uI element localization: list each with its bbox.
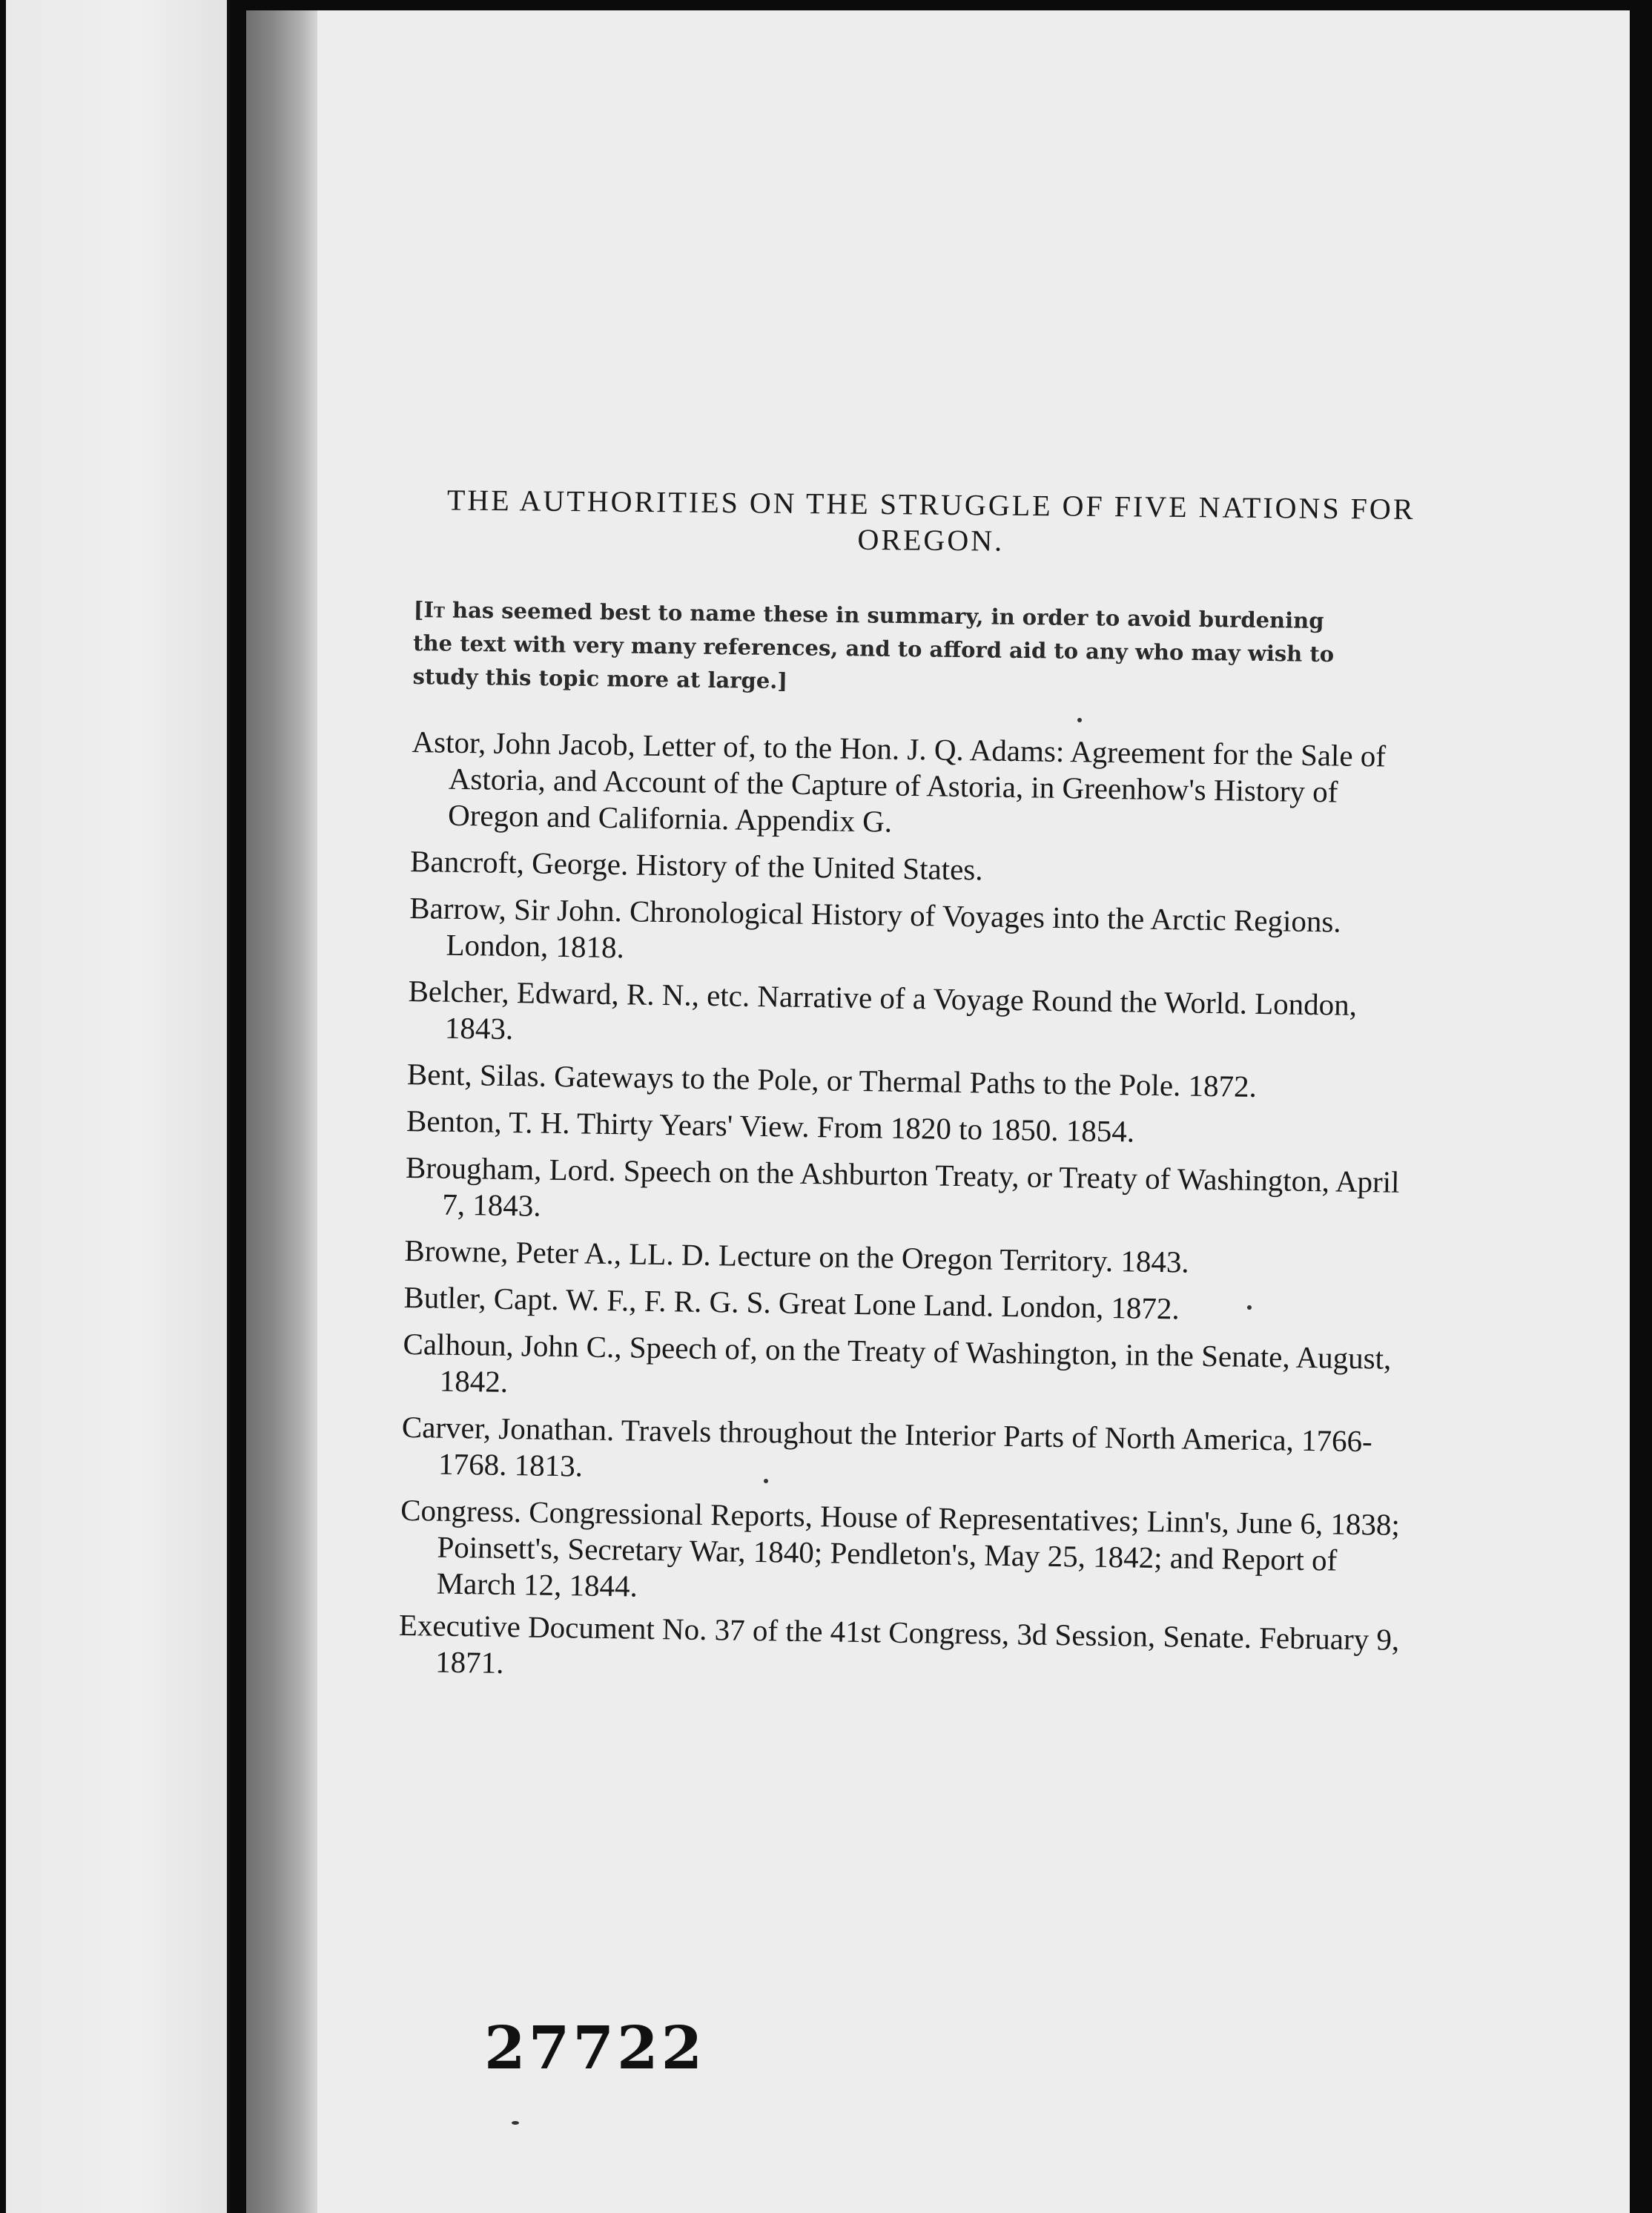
bibliography-entry: Brougham, Lord. Speech on the Ashburton Treaty, or Treaty of Washington, April 7, 1843. <box>405 1150 1400 1223</box>
print-speck <box>764 1479 768 1483</box>
print-speck <box>512 2121 519 2125</box>
print-speck <box>1077 718 1082 722</box>
bibliography-entry: Astor, John Jacob, Letter of, to the Hon. J. Q. Adams: Agreement for the Sale of Astoria, and Account of the Capture of Astoria, in Greenhow's History of Oregon and California. Appendix G. <box>412 724 1387 839</box>
page-edge <box>227 0 230 2213</box>
print-speck <box>1247 1305 1252 1310</box>
bibliography-entry: Barrow, Sir John. Chronological History of Voyages into the Arctic Regions. London, 1818. <box>409 890 1341 965</box>
bibliography-entry: Calhoun, John C., Speech of, on the Treaty of Washington, in the Senate, August, 1842. <box>403 1326 1392 1399</box>
intro-text: has seemed best to name these in summary, in order to avoid burdening the text with very many references, and to afford aid to any who may wish to study this topic more at large.] <box>412 597 1335 694</box>
bibliography-entry: Butler, Capt. W. F., F. R. G. S. Great Lone Land. London, 1872. <box>403 1279 1180 1326</box>
bibliography-entry: Congress. Congressional Reports, House of Representatives; Linn's, June 6, 1838; Poinsett's, Secretary War, 1840; Pendleton's, May 25, 1842; and Report of March 12, 1844. <box>400 1492 1401 1603</box>
bibliography-entry: Bancroft, George. History of the United States. <box>409 843 983 887</box>
bibliography-entry: Carver, Jonathan. Travels throughout the Interior Parts of North America, 1766-1768. 1813. <box>401 1409 1373 1483</box>
bibliography-entry: Bent, Silas. Gateways to the Pole, or Thermal Paths to the Pole. 1872. <box>406 1056 1258 1104</box>
document-page <box>317 10 1630 2213</box>
bibliography-sub-entry: Executive Document No. 37 of the 41st Congress, 3d Session, Senate. February 9, 1871. <box>398 1607 1400 1680</box>
bibliography-entry: Belcher, Edward, R. N., etc. Narrative of a Voyage Round the World. London, 1843. <box>408 973 1358 1046</box>
intro-note <box>412 593 1355 705</box>
accession-number: 27722 <box>484 2013 706 2082</box>
bibliography-entry: Browne, Peter A., LL. D. Lecture on the Oregon Territory. 1843. <box>404 1233 1189 1279</box>
bibliography-entry: Benton, T. H. Thirty Years' View. From 1820 to 1850. 1854. <box>406 1103 1135 1149</box>
intro-opening: [It <box>413 596 446 623</box>
bibliography-list <box>398 724 1421 1705</box>
book-gutter <box>246 10 317 2213</box>
page-title: THE AUTHORITIES ON THE STRUGGLE OF FIVE NATIONS FOR OREGON. <box>446 483 1415 558</box>
facing-page <box>6 0 228 2213</box>
